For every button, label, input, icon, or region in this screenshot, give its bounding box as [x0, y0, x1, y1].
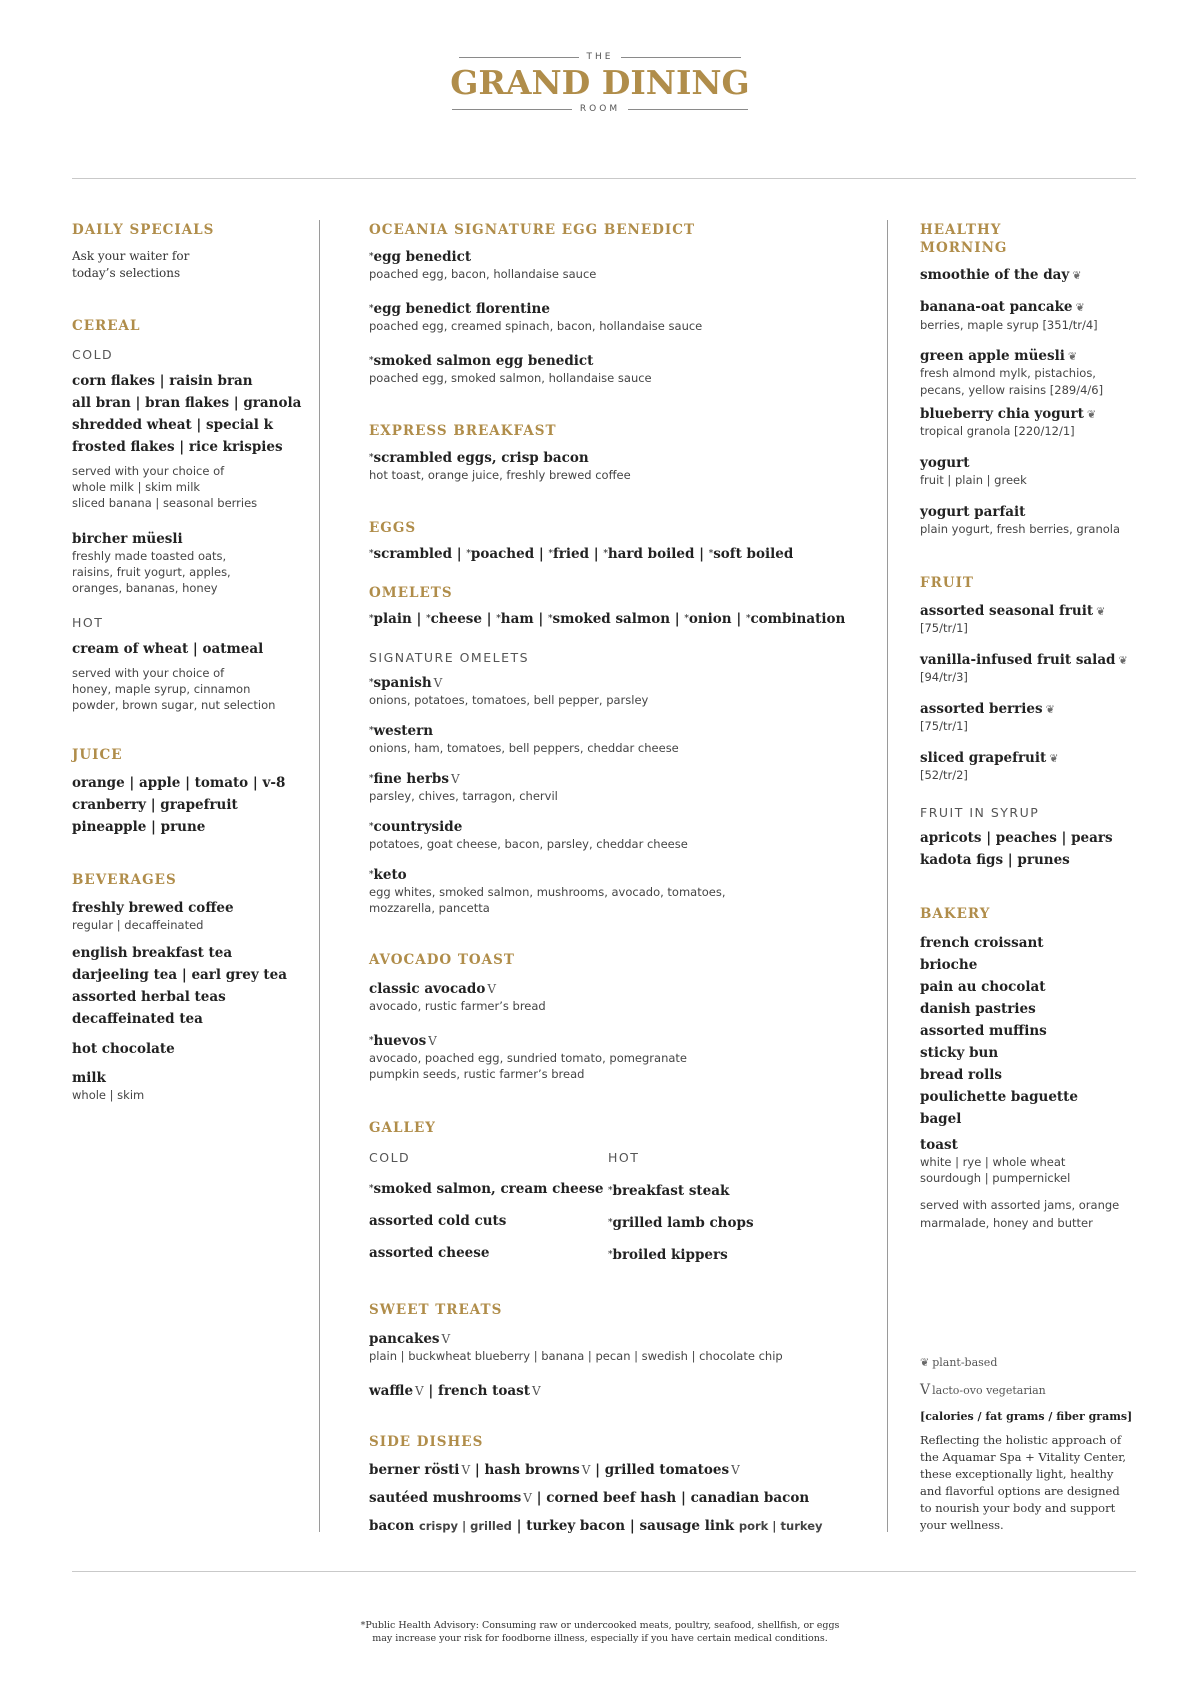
legend-nutrition: [calories / fat grams / fiber grams] [920, 1410, 1133, 1423]
star: * [369, 304, 374, 314]
galley-hot-item: *grilled lamb chops [608, 1215, 754, 1231]
sides-title: SIDE DISHES [369, 1434, 484, 1450]
avocado-desc: pumpkin seeds, rustic farmer’s bread [369, 1067, 585, 1081]
toast-desc: sourdough | pumpernickel [920, 1171, 1071, 1185]
cereal-cold-desc: sliced banana | seasonal berries [72, 496, 258, 510]
tea-item: english breakfast tea [72, 945, 233, 961]
star: * [369, 356, 374, 366]
top-divider [72, 178, 1136, 179]
yogurt-name: yogurt [920, 455, 970, 471]
galley-hot-item: *breakfast steak [608, 1183, 730, 1199]
vegetarian-icon: V [487, 982, 497, 996]
sides-line: sautéed mushrooms V | corned beef hash | canadian bacon [369, 1490, 810, 1506]
bakery-item: danish pastries [920, 1001, 1036, 1017]
omelet-item: *western [369, 723, 434, 739]
healthy-desc: fresh almond mylk, pistachios, [920, 366, 1096, 380]
waffle-item: waffle V | french toast V [369, 1383, 541, 1399]
public-health-advisory [0, 1619, 1200, 1645]
fruit-desc: [94/tr/3] [920, 670, 968, 684]
healthy-item: green apple müesli ❦ [920, 345, 1077, 368]
avocado-desc: avocado, rustic farmer’s bread [369, 999, 546, 1013]
fruit-item: vanilla-infused fruit salad ❦ [920, 652, 1128, 668]
plant-based-icon: ❦ [920, 1356, 930, 1369]
sides-line: berner rösti V | hash browns V | grilled tomatoes V [369, 1462, 740, 1478]
vegetarian-icon: V [450, 772, 460, 786]
cereal-hot-label: HOT [72, 615, 104, 630]
omelet-item: *spanish V [369, 672, 442, 694]
galley-cold-item: assorted cheese [369, 1245, 490, 1261]
healthy-item: smoothie of the day ❦ [920, 264, 1081, 287]
omelet-item: *fine herbs V [369, 768, 460, 790]
healthy-desc: pecans, yellow raisins [289/4/6] [920, 383, 1104, 397]
parfait-name: yogurt parfait [920, 504, 1026, 520]
vegetarian-icon: V [441, 1332, 451, 1346]
juice-item: cranberry | grapefruit [72, 797, 238, 813]
bottom-divider [72, 1571, 1136, 1572]
sides-line: bacon crispy | grilled | turkey bacon | sausage link pork | turkey [369, 1518, 823, 1534]
bakery-item: brioche [920, 957, 978, 973]
galley-cold-item: *smoked salmon, cream cheese [369, 1181, 604, 1197]
vegetarian-icon: V [920, 1382, 931, 1398]
tea-item: decaffeinated tea [72, 1011, 203, 1027]
tea-item: darjeeling tea | earl grey tea [72, 967, 287, 983]
milk-name: milk [72, 1070, 106, 1086]
bircher-desc: raisins, fruit yogurt, apples, [72, 565, 231, 579]
header-the-row [0, 52, 1200, 62]
omelets-list: *plain | *cheese | *ham | *smoked salmon | *onion | *combination [369, 611, 846, 627]
pancakes-desc: plain | buckwheat blueberry | banana | pecan | swedish | chocolate chip [369, 1349, 783, 1363]
cereal-cold-label: COLD [72, 347, 114, 362]
star: * [369, 453, 374, 463]
advisory-line-1: *Public Health Advisory: Consuming raw or undercooked meats, poultry, seafood, shellfish, or eggs [360, 1620, 840, 1631]
healthy-desc: berries, maple syrup [351/tr/4] [920, 318, 1098, 332]
pancakes-item: pancakes V [369, 1328, 450, 1350]
galley-cold-label: COLD [369, 1150, 411, 1165]
bakery-title: BAKERY [920, 906, 991, 922]
cereal-cold-item: all bran | bran flakes | granola [72, 395, 302, 411]
column-divider-right [887, 220, 888, 1532]
star: * [369, 252, 374, 262]
express-desc: hot toast, orange juice, freshly brewed coffee [369, 468, 631, 482]
plant-based-icon: ❦ [1075, 301, 1085, 314]
syrup-item: apricots | peaches | pears [920, 830, 1113, 846]
fruit-desc: [75/tr/1] [920, 621, 968, 635]
omelets-title: OMELETS [369, 585, 453, 601]
omelet-desc: potatoes, goat cheese, bacon, parsley, cheddar cheese [369, 837, 688, 851]
signature-omelets-label: SIGNATURE OMELETS [369, 650, 530, 665]
bakery-item: poulichette baguette [920, 1089, 1078, 1105]
cereal-cold-desc: served with your choice of [72, 464, 225, 478]
milk-desc: whole | skim [72, 1088, 145, 1102]
daily-specials-title: DAILY SPECIALS [72, 222, 215, 238]
bakery-item: bagel [920, 1111, 962, 1127]
bircher-desc: oranges, bananas, honey [72, 581, 218, 595]
divider [621, 57, 741, 58]
fruit-title: FRUIT [920, 575, 974, 591]
cereal-hot-desc: served with your choice of [72, 666, 225, 680]
omelet-desc: egg whites, smoked salmon, mushrooms, avocado, tomatoes, [369, 885, 726, 899]
daily-specials-text-2: today’s selections [72, 266, 181, 280]
plant-based-icon: ❦ [1067, 350, 1078, 363]
healthy-item: blueberry chia yogurt ❦ [920, 403, 1096, 426]
legend-text: and flavorful options are designed [920, 1484, 1120, 1498]
juice-item: orange | apple | tomato | v-8 [72, 775, 286, 791]
header-room: ROOM [579, 104, 621, 114]
avocado-title: AVOCADO TOAST [369, 952, 515, 968]
omelet-desc: onions, potatoes, tomatoes, bell pepper, parsley [369, 693, 649, 707]
vegetarian-icon: V [433, 676, 443, 690]
omelet-desc: parsley, chives, tarragon, chervil [369, 789, 558, 803]
legend-text: these exceptionally light, healthy [920, 1467, 1114, 1481]
fruit-item: assorted berries ❦ [920, 701, 1055, 717]
plant-based-icon: ❦ [1072, 269, 1082, 282]
beverages-title: BEVERAGES [72, 872, 177, 888]
legend-text: the Aquamar Spa + Vitality Center, [920, 1450, 1127, 1464]
fruit-syrup-label: FRUIT IN SYRUP [920, 805, 1040, 820]
benedict-desc: poached egg, bacon, hollandaise sauce [369, 267, 597, 281]
omelet-item: *countryside [369, 819, 463, 835]
healthy-desc: tropical granola [220/12/1] [920, 424, 1075, 438]
plant-based-icon: ❦ [1086, 408, 1097, 421]
cereal-cold-item: corn flakes | raisin bran [72, 373, 253, 389]
fruit-desc: [52/tr/2] [920, 768, 968, 782]
bakery-item: french croissant [920, 935, 1044, 951]
healthy-item: banana-oat pancake ❦ [920, 296, 1085, 319]
bakery-item: assorted muffins [920, 1023, 1047, 1039]
tea-item: assorted herbal teas [72, 989, 226, 1005]
healthy-title-1: HEALTHY [920, 222, 1002, 238]
bakery-served: marmalade, honey and butter [920, 1216, 1093, 1230]
cereal-hot-desc: honey, maple syrup, cinnamon [72, 682, 251, 696]
galley-hot-label: HOT [608, 1150, 640, 1165]
bakery-item: pain au chocolat [920, 979, 1046, 995]
daily-specials-text-1: Ask your waiter for [72, 249, 190, 263]
cereal-title: CEREAL [72, 318, 141, 334]
juice-title: JUICE [72, 747, 123, 763]
hot-chocolate: hot chocolate [72, 1041, 175, 1057]
coffee-desc: regular | decaffeinated [72, 918, 204, 932]
omelet-desc: mozzarella, pancetta [369, 901, 490, 915]
galley-cold-item: assorted cold cuts [369, 1213, 507, 1229]
benedict-desc: poached egg, creamed spinach, bacon, hollandaise sauce [369, 319, 703, 333]
express-item: *scrambled eggs, crisp bacon [369, 450, 589, 466]
fruit-desc: [75/tr/1] [920, 719, 968, 733]
vegetarian-icon: V [428, 1034, 437, 1048]
toast-name: toast [920, 1137, 958, 1153]
avocado-item: *huevos V [369, 1030, 437, 1052]
eggs-list: *scrambled | *poached | *fried | *hard boiled | *soft boiled [369, 546, 794, 562]
legend-text: your wellness. [920, 1518, 1004, 1532]
juice-item: pineapple | prune [72, 819, 206, 835]
divider [628, 109, 748, 110]
advisory-line-2: may increase your risk for foodborne illness, especially if you have certain medical conditions. [372, 1633, 828, 1644]
sweet-title: SWEET TREATS [369, 1302, 503, 1318]
coffee-name: freshly brewed coffee [72, 900, 234, 916]
header-room-row [0, 104, 1200, 114]
bakery-item: sticky bun [920, 1045, 999, 1061]
omelet-item: *keto [369, 867, 407, 883]
avocado-desc: avocado, poached egg, sundried tomato, pomegranate [369, 1051, 687, 1065]
galley-title: GALLEY [369, 1120, 436, 1136]
legend-text: to nourish your body and support [920, 1501, 1116, 1515]
benedict-item: *smoked salmon egg benedict [369, 353, 594, 369]
eggs-title: EGGS [369, 520, 417, 536]
benedict-item: *egg benedict florentine [369, 301, 550, 317]
benedict-title: OCEANIA SIGNATURE EGG BENEDICT [369, 222, 695, 238]
column-divider-left [319, 220, 320, 1532]
divider [459, 57, 579, 58]
express-title: EXPRESS BREAKFAST [369, 423, 557, 439]
cereal-hot-desc: powder, brown sugar, nut selection [72, 698, 276, 712]
benedict-desc: poached egg, smoked salmon, hollandaise sauce [369, 371, 652, 385]
bircher-desc: freshly made toasted oats, [72, 549, 227, 563]
divider [452, 109, 572, 110]
yogurt-desc: fruit | plain | greek [920, 473, 1027, 487]
toast-desc: white | rye | whole wheat [920, 1155, 1066, 1169]
galley-hot-item: *broiled kippers [608, 1247, 728, 1263]
omelet-desc: onions, ham, tomatoes, bell peppers, cheddar cheese [369, 741, 679, 755]
syrup-item: kadota figs | prunes [920, 852, 1070, 868]
bircher-name: bircher müesli [72, 531, 183, 547]
cereal-cold-item: shredded wheat | special k [72, 417, 273, 433]
benedict-item: *egg benedict [369, 249, 472, 265]
cereal-hot-item: cream of wheat | oatmeal [72, 641, 264, 657]
fruit-item: sliced grapefruit ❦ [920, 750, 1059, 766]
fruit-item: assorted seasonal fruit ❦ [920, 603, 1106, 619]
brand-title: GRAND DINING [450, 63, 750, 102]
header [0, 52, 1200, 114]
bakery-item: bread rolls [920, 1067, 1003, 1083]
parfait-desc: plain yogurt, fresh berries, granola [920, 522, 1121, 536]
bakery-served: served with assorted jams, orange [920, 1198, 1120, 1212]
cereal-cold-desc: whole milk | skim milk [72, 480, 201, 494]
legend-veg: V lacto-ovo vegetarian [920, 1382, 1046, 1398]
avocado-item: classic avocado V [369, 978, 496, 1000]
legend-text: Reflecting the holistic approach of [920, 1433, 1122, 1447]
header-the: THE [586, 52, 614, 62]
cereal-cold-item: frosted flakes | rice krispies [72, 439, 283, 455]
legend-plant: ❦ plant-based [920, 1356, 998, 1369]
healthy-title-2: MORNING [920, 240, 1008, 256]
